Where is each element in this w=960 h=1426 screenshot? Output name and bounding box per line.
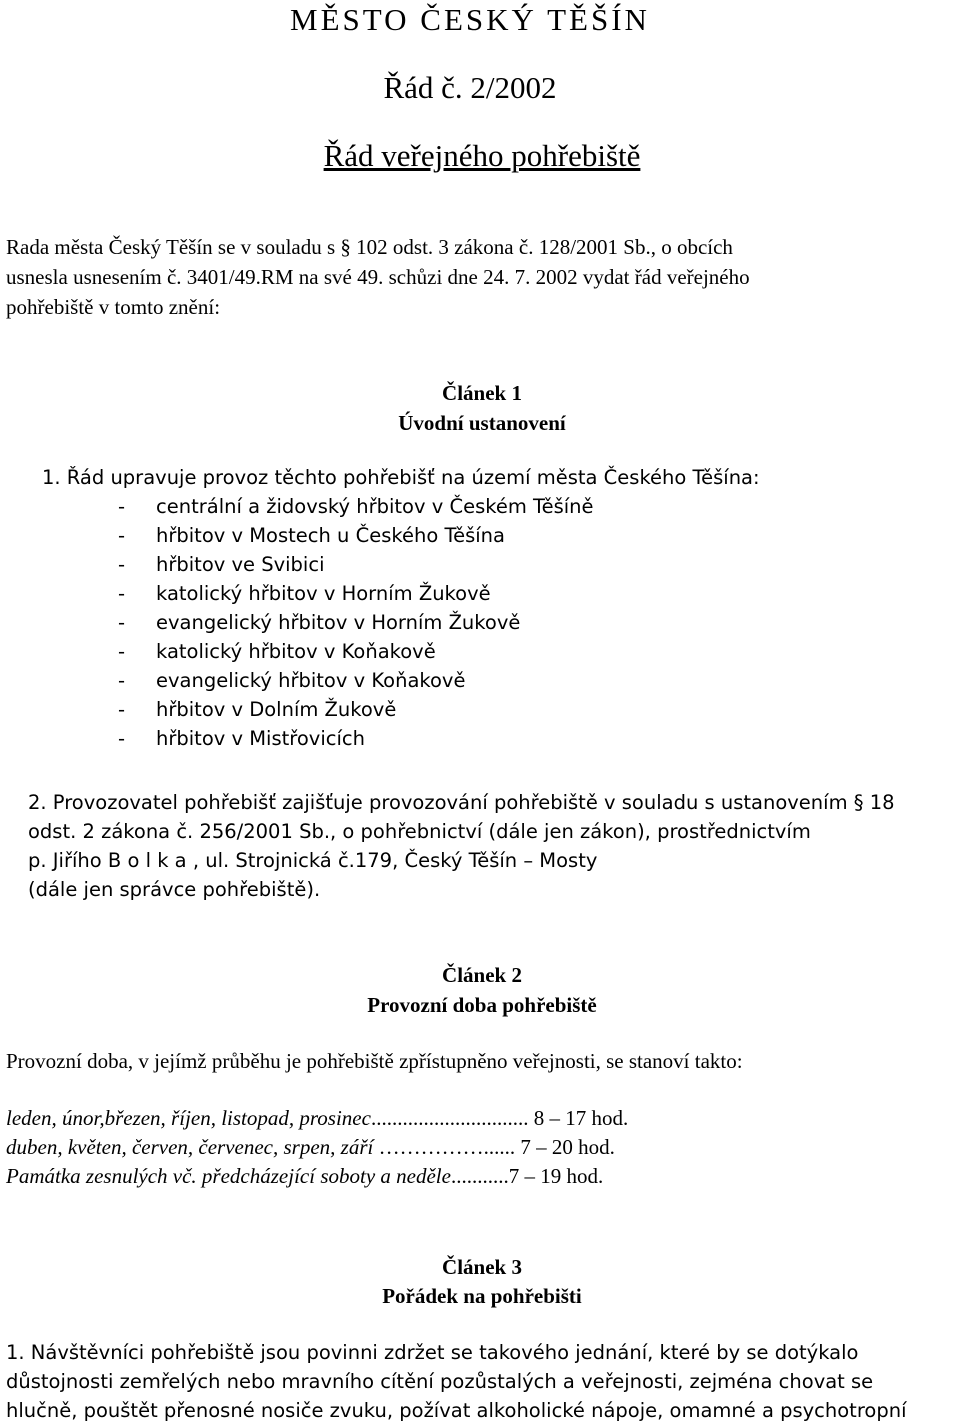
- cemetery-name: evangelický hřbitov v Horním Žukově: [156, 611, 521, 634]
- cemetery-list-item: [118, 640, 436, 663]
- paragraph-1-line-2: důstojnosti zemřelých nebo mravního cítění pozůstalých a veřejnosti, zejména chovat se: [6, 1370, 874, 1393]
- preamble-line-1: Rada města Český Těšín se v souladu s § 102 odst. 3 zákona č. 128/2001 Sb., o obcích: [6, 235, 733, 259]
- cemetery-name: centrální a židovský hřbitov v Českém Těšíně: [156, 495, 594, 518]
- cemetery-list-item: [118, 669, 465, 692]
- opening-hours-leader: ……………......: [373, 1135, 516, 1159]
- opening-hours-leader: ..............................: [370, 1106, 529, 1130]
- article-1-title: Úvodní ustanovení: [398, 411, 566, 435]
- opening-hours-months: leden, únor,březen, říjen, listopad, prosinec: [6, 1106, 371, 1130]
- cemetery-list-item: [118, 698, 396, 721]
- preamble: [6, 232, 750, 322]
- cemetery-list-item: [118, 524, 505, 547]
- cemetery-list-item: [118, 727, 365, 750]
- article-2-number: Článek 2: [442, 963, 522, 987]
- cemetery-name: hřbitov v Mistřovicích: [156, 727, 365, 750]
- list-dash: -: [118, 640, 126, 663]
- opening-hours-row: [6, 1164, 603, 1189]
- preamble-line-2: usnesla usnesením č. 3401/49.RM na své 49. schůzi dne 24. 7. 2002 vydat řád veřejného: [6, 265, 750, 289]
- document-number: Řád č. 2/2002: [383, 70, 557, 105]
- preamble-line-3: pohřebiště v tomto znění:: [6, 295, 221, 319]
- paragraph-1-line-3: hlučně, pouštět přenosné nosiče zvuku, požívat alkoholické nápoje, omamné a psychotropní: [6, 1399, 907, 1422]
- list-dash: -: [118, 582, 126, 605]
- cemetery-list-item: [118, 495, 594, 518]
- cemetery-name: hřbitov ve Svibici: [156, 553, 325, 576]
- article-3-title: Pořádek na pohřebišti: [382, 1284, 582, 1308]
- opening-hours-time: 7 – 19 hod.: [508, 1164, 604, 1188]
- paragraph-2-line-2: odst. 2 zákona č. 256/2001 Sb., o pohřebnictví (dále jen zákon), prostřednictvím: [28, 820, 811, 843]
- article-1-number: Článek 1: [442, 381, 522, 405]
- article-2-title: Provozní doba pohřebiště: [367, 993, 597, 1017]
- opening-hours-row: [6, 1106, 628, 1131]
- article-2-intro: Provozní doba, v jejímž průběhu je pohřebiště zpřístupněno veřejnosti, se stanoví takto:: [6, 1049, 743, 1073]
- opening-hours-months: Památka zesnulých vč. předcházející soboty a neděle: [6, 1164, 451, 1188]
- paragraph-1-line-1: 1. Návštěvníci pohřebiště jsou povinni zdržet se takového jednání, které by se dotýkalo: [6, 1341, 859, 1364]
- cemetery-name: hřbitov v Dolním Žukově: [156, 698, 397, 721]
- list-dash: -: [118, 524, 126, 547]
- city-heading: MĚSTO ČESKÝ TĚŠÍN: [290, 2, 650, 37]
- paragraph-2-line-1: 2. Provozovatel pohřebišť zajišťuje provozování pohřebiště v souladu s ustanovením § 18: [28, 791, 895, 814]
- cemetery-name: evangelický hřbitov v Koňakově: [156, 669, 466, 692]
- cemetery-name: katolický hřbitov v Koňakově: [156, 640, 436, 663]
- cemetery-list-item: [118, 553, 325, 576]
- document-title: Řád veřejného pohřebiště: [323, 138, 641, 173]
- list-dash: -: [118, 669, 126, 692]
- list-dash: -: [118, 611, 126, 634]
- article-1-paragraph-2: [28, 788, 895, 904]
- article-3-paragraph-1: [6, 1338, 907, 1425]
- list-dash: -: [118, 727, 126, 750]
- opening-hours-row: [6, 1135, 615, 1160]
- article-3-number: Článek 3: [442, 1255, 522, 1279]
- list-dash: -: [118, 495, 126, 518]
- opening-hours-leader: ...........: [450, 1164, 509, 1188]
- list-dash: -: [118, 698, 126, 721]
- paragraph-2-line-4: (dále jen správce pohřebiště).: [28, 878, 321, 901]
- cemetery-name: hřbitov v Mostech u Českého Těšína: [156, 524, 505, 547]
- cemetery-name: katolický hřbitov v Horním Žukově: [156, 582, 491, 605]
- paragraph-2-line-3: p. Jiřího B o l k a , ul. Strojnická č.179, Český Těšín – Mosty: [28, 849, 598, 872]
- article-1-paragraph-1: 1. Řád upravuje provoz těchto pohřebišť na území města Českého Těšína:: [42, 466, 760, 489]
- opening-hours-time: 8 – 17 hod.: [528, 1106, 629, 1130]
- cemetery-list-item: [118, 611, 520, 634]
- list-dash: -: [118, 553, 126, 576]
- cemetery-list-item: [118, 582, 491, 605]
- opening-hours-months: duben, květen, červen, červenec, srpen, září: [6, 1135, 374, 1159]
- opening-hours-time: 7 – 20 hod.: [515, 1135, 615, 1159]
